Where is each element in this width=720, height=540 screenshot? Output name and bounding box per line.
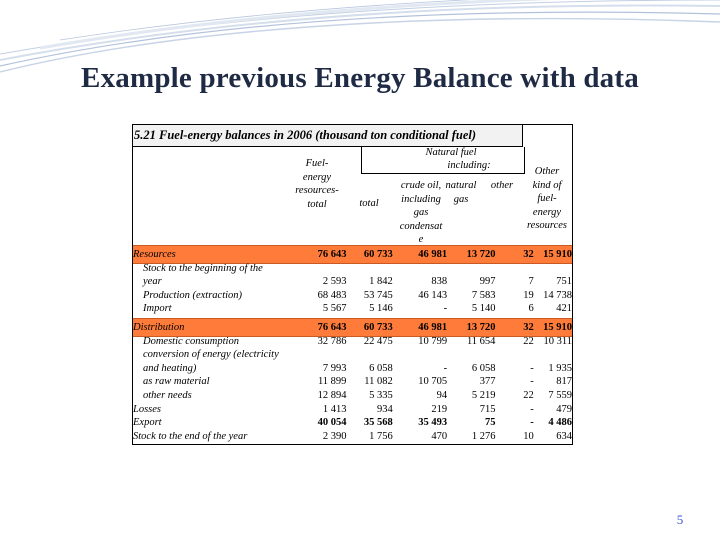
header-total: total — [359, 198, 379, 209]
table-caption: 5.21 Fuel-energy balances in 2006 (thousand ton conditional fuel) — [133, 125, 523, 147]
table-row: as raw material 11 899 11 082 10 705 377 - 817 — [143, 376, 572, 388]
table-row: Domestic consumption 32 786 22 475 10 799 11 654 22 10 311 — [143, 335, 572, 347]
data-rows-distribution — [133, 321, 572, 443]
table-row: conversion of energy (electricity — [143, 349, 279, 361]
table-row: year 2 593 1 842 838 997 7 751 — [143, 276, 572, 288]
header-other-kind: Other kind of fuel- energy resources — [526, 166, 568, 231]
header-other: other — [490, 180, 514, 191]
header-including: including: — [447, 160, 491, 171]
table-row: Distribution 76 643 60 733 46 981 13 720 32 15 910 — [133, 322, 572, 333]
table-row: Resources 76 643 60 733 46 981 13 720 32 15 910 — [133, 249, 572, 260]
table-row: and heating) 7 993 6 058 - 6 058 - 1 935 — [143, 362, 572, 374]
table-row: Production (extraction) 68 483 53 745 46 143 7 583 19 14 738 — [143, 289, 572, 301]
page-number: 5 — [676, 512, 684, 527]
table-row: Stock to the beginning of the — [143, 262, 263, 274]
header-natural-gas: natural gas — [445, 180, 477, 205]
slide-title: Example previous Energy Balance with data — [81, 62, 639, 94]
table-row: Export 40 054 35 568 35 493 75 - 4 486 — [133, 417, 572, 429]
header-crude-oil: crude oil, including gas condensat e — [399, 180, 443, 245]
data-rows — [133, 248, 572, 316]
table-row: other needs 12 894 5 335 94 5 219 22 7 559 — [143, 389, 572, 401]
table-row: Losses 1 413 934 219 715 - 479 — [133, 403, 572, 415]
header-fuel-energy: Fuel- energy resources- total — [295, 158, 339, 210]
table-row: Import 5 567 5 146 - 5 140 6 421 — [143, 303, 572, 315]
energy-balance-table — [132, 124, 573, 445]
header-natural-fuel: Natural fuel — [425, 147, 477, 158]
table-row: Stock to the end of the year 2 390 1 756 470 1 276 10 634 — [133, 430, 572, 442]
